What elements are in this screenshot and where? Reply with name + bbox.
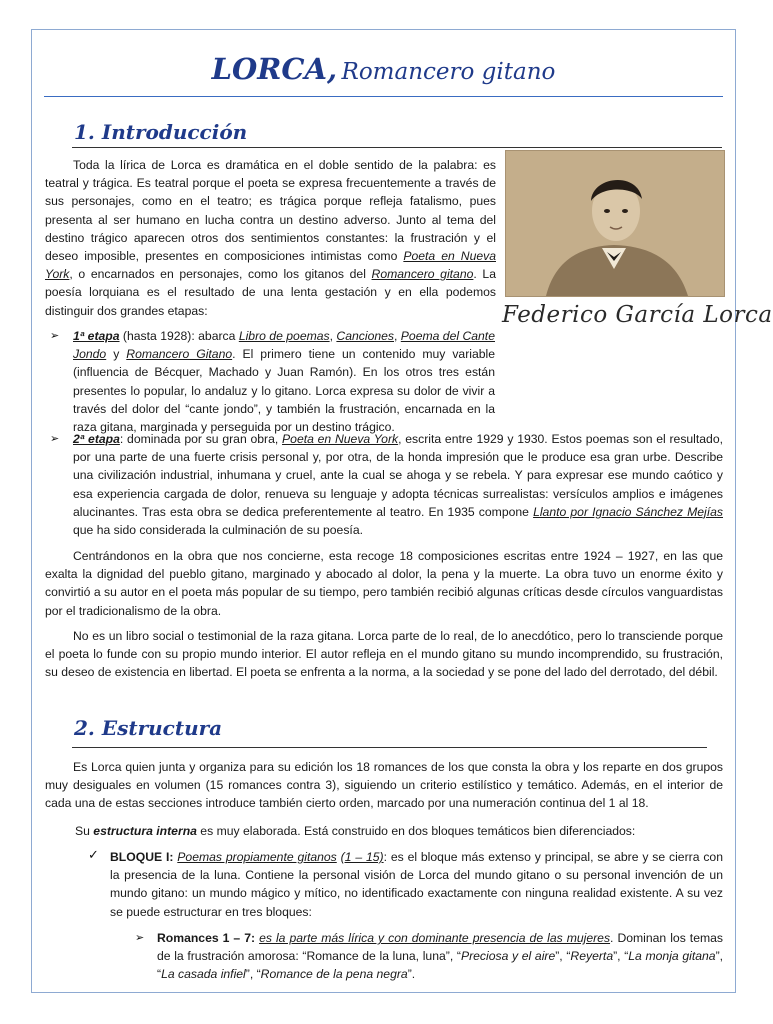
section-heading-estructura: 2. Estructura bbox=[74, 716, 223, 740]
title-author: LORCA, bbox=[211, 52, 338, 86]
arrow-bullet-icon: ➢ bbox=[50, 433, 60, 445]
section-divider bbox=[72, 147, 722, 148]
romances-paragraph: Romances 1 – 7: es la parte más lírica y con dominante presencia de las mujeres. Dominan los temas de la frustración amorosa: “Romance de la luna, luna”, “Preciosa y el aire”, “Reyerta”, “La monja gitana”, “La casada infiel”, “Romance de la pena negra”. bbox=[157, 931, 724, 982]
section-heading-introduccion: 1. Introducción bbox=[74, 120, 248, 144]
estructura-interna-paragraph: Su estructura interna es muy elaborada. Está construido en dos bloques temáticos bien diferenciados: bbox=[75, 824, 636, 838]
title-divider bbox=[44, 96, 723, 97]
section-divider bbox=[72, 747, 707, 748]
libro-paragraph: No es un libro social o testimonial de la raza gitana. Lorca parte de lo real, de lo anecdótico, pero lo transciende porque el poeta lo funde con su propio mundo interior. El autor refleja en el mundo gitano su mundo incomprendido, su frustración, su deseo de existencia en libertad. El poeta se enfrenta a la norma, a la sociedad y se pone del lado del derrotado, del débil. bbox=[45, 629, 723, 680]
author-signature: Federico García Lorca bbox=[502, 302, 773, 328]
stage2-paragraph: 2ª etapa: dominada por su gran obra, Poeta en Nueva York, escrita entre 1929 y 1930. Estos poemas son el resultado, por una parte de una fuerte crisis personal y, por otra, de la honda impresión que le produce esa gran urbe. Describe una civilización industrial, inhumana y cruel, ante la cual se ahoga y se rebela. Y para expresar ese mundo caótico y esa experiencia cargada de dolor, renueva su lenguaje y adopta técnicas surrealistas: versículos amplios e imágenes alucinantes. Tras esta obra se dedica preferentemente al teatro. En 1935 compone Llanto por Ignacio Sánchez Mejías que ha sido considerada la culminación de su poesía. bbox=[73, 432, 723, 538]
obra-paragraph: Centrándonos en la obra que nos concierne, esta recoge 18 composiciones escritas entre 1924 – 1927, en las que exalta la dignidad del pueblo gitano, marginado y abocado al dolor, la pena y la muerte. La obra tuvo un enorme éxito y convirtió a su autor en el poeta más popular de su tiempo, pero también recibió algunas críticas desde círculos vanguardistas por el tradicionalismo de la obra. bbox=[45, 549, 723, 618]
arrow-bullet-icon: ➢ bbox=[50, 330, 60, 342]
bloque-1-paragraph: BLOQUE I: Poemas propiamente gitanos (1 – 15): es el bloque más extenso y principal, se abre y se cierra con la presencia de la luna. Contiene la personal visión de Lorca del mundo gitano o su personal invención de un mundo gitano: un mundo mágico y mítico, no identificado exactamente con ninguna realidad existente. A su vez se puede estructurar en tres bloques: bbox=[110, 850, 723, 919]
title-work: Romancero gitano bbox=[341, 59, 556, 85]
page-frame bbox=[31, 29, 773, 993]
page-title bbox=[32, 52, 735, 86]
check-bullet-icon: ✓ bbox=[88, 847, 99, 862]
stage1-paragraph-top: 1ª etapa (hasta 1928): abarca Libro de poemas, Canciones, Poema del Cante Jondo y Romancero Gitano. El primero tiene un contenido muy variable (influencia de Bécquer, Machado y Juan Ramón). En los otros tres están presentes lo popular, lo andaluz y lo gitano. Lorca expresa su dolor de vivir a través del dolor del “cante jondo”, y también la frustración, encarnada en la raza gitana, marginada y perseguida por un destino trágico. bbox=[73, 329, 496, 435]
arrow-bullet-icon: ➢ bbox=[135, 932, 145, 944]
intro-paragraph: Toda la lírica de Lorca es dramática en el doble sentido de la palabra: es teatral y trágica. Es teatral porque el poeta se expresa frecuentemente a través de sus personajes, como en el teatro; es trágica porque refleja fatalismo, pues presenta al ser humano en lucha contra un destino adverso. Junto al tema del destino trágico aparecen otros dos sentimientos constantes: la frustración y el deseo imposible, presentes en composiciones intimistas como Poeta en Nueva York, o encarnados en personajes, como los gitanos del Romancero gitano. La poesía lorquiana es el resultado de una lenta gestación y en ella podemos distinguir dos grandes etapas: bbox=[45, 158, 496, 318]
estructura-paragraph: Es Lorca quien junta y organiza para su edición los 18 romances de los que consta la obra y los reparte en dos grupos muy desiguales en volumen (15 romances contra 3), siguiendo un criterio estilístico y temático. Además, en el interior de cada una de estas secciones introduce también cierto orden, marcado por una numeración continua del 1 al 18. bbox=[45, 760, 723, 811]
author-photo bbox=[505, 150, 725, 297]
